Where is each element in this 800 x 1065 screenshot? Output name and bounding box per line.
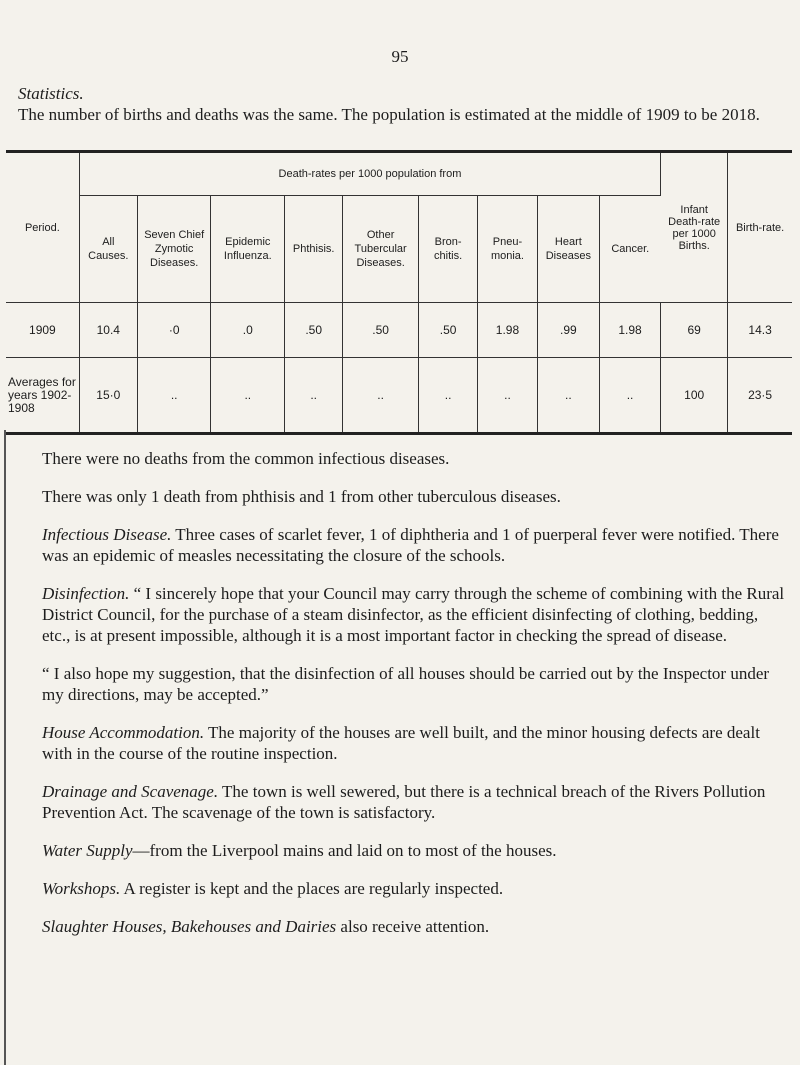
- intro-heading: Statistics.: [18, 84, 84, 103]
- value-cell: .50: [285, 303, 343, 358]
- value-cell: ·0: [137, 303, 211, 358]
- birth-rate-header: Birth-rate.: [728, 152, 792, 303]
- value-cell: .99: [537, 303, 599, 358]
- section-text: Three cases of scarlet fever, 1 of diphtheria and 1 of puerperal fever were notified. There was an epidemic of measles necessitating the closure of the schools.: [42, 525, 779, 565]
- paragraph: “ I also hope my suggestion, that the disinfection of all houses should be carried out by the Inspector under my directions, may be accepted.”: [42, 664, 770, 704]
- section-heading: House Accommodation.: [42, 723, 205, 742]
- section-text: —from the Liverpool mains and laid on to most of the houses.: [132, 841, 557, 860]
- margin-rule: [4, 430, 6, 1065]
- section-text: The town is well sewered, but there is a technical breach of the Rivers Pollution Prevention Act. The scavenage of the town is satisfactory.: [42, 782, 766, 822]
- paragraph: [22, 878, 788, 899]
- section-heading: Drainage and Scavenage.: [42, 782, 219, 801]
- section-text: “ I sincerely hope that your Council may carry through the scheme of combining with the Rural District Council, for the purchase of a steam disinfector, as the efficient disinfecting of clothing, bedding, etc., is at present impossible, although it is a most important factor in checking the spread of disease.: [42, 584, 785, 645]
- section-heading: Disinfection.: [42, 584, 130, 603]
- section-text: The majority of the houses are well built, and the minor housing defects are dealt with in the course of the routine inspection.: [42, 723, 760, 763]
- value-cell: ..: [419, 358, 478, 434]
- section-text: also receive attention.: [336, 917, 490, 936]
- period-cell: 1909: [6, 303, 79, 358]
- value-cell: .50: [343, 303, 419, 358]
- value-cell: ..: [599, 358, 660, 434]
- value-cell: .50: [419, 303, 478, 358]
- paragraph: [22, 583, 788, 646]
- body-text: [22, 448, 788, 954]
- value-cell: ..: [137, 358, 211, 434]
- paragraph: [22, 840, 788, 861]
- infant-death-rate-header: Infant Death-rate per 1000 Births.: [661, 152, 728, 303]
- death-rates-group-header: Death-rates per 1000 population from: [79, 152, 660, 196]
- paragraph: [22, 916, 788, 937]
- section-heading: Workshops.: [42, 879, 121, 898]
- infant-rate-cell: 69: [661, 303, 728, 358]
- infant-rate-cell: 100: [661, 358, 728, 434]
- statistics-table: [6, 150, 792, 435]
- column-header: Seven Chief Zymotic Diseases.: [137, 196, 211, 303]
- column-header: All Causes.: [79, 196, 137, 303]
- intro-text: The number of births and deaths was the same. The population is estimated at the middle of 1909 to be 2018.: [18, 105, 760, 124]
- intro-section: [18, 83, 788, 125]
- birth-rate-cell: 23·5: [748, 388, 773, 402]
- value-cell: ..: [478, 358, 538, 434]
- paragraph: [22, 722, 788, 764]
- section-heading: Slaughter Houses, Bakehouses and Dairies: [42, 917, 337, 936]
- section-text: A register is kept and the places are regularly inspected.: [120, 879, 504, 898]
- birth-rate-cell: 14.3: [728, 303, 792, 358]
- column-header: Other Tubercular Diseases.: [343, 196, 419, 303]
- value-cell: 10.4: [79, 303, 137, 358]
- value-cell: ..: [537, 358, 599, 434]
- value-cell: .0: [211, 303, 285, 358]
- period-cell: Averages for years 1902-1908: [6, 358, 79, 434]
- paragraph: [22, 524, 788, 566]
- column-header: Epidemic Influenza.: [211, 196, 285, 303]
- page-number: 95: [391, 47, 409, 66]
- column-header: Pneu-monia.: [478, 196, 538, 303]
- value-cell: 1.98: [478, 303, 538, 358]
- column-header: Cancer.: [599, 196, 660, 303]
- value-cell: ..: [285, 358, 343, 434]
- paragraph: There were no deaths from the common infectious diseases.: [42, 449, 450, 468]
- value-cell: ..: [343, 358, 419, 434]
- value-cell: 15·0: [79, 358, 137, 434]
- value-cell: ..: [211, 358, 285, 434]
- column-header: Phthisis.: [285, 196, 343, 303]
- table-row: [6, 358, 792, 434]
- table-row: [6, 303, 792, 358]
- value-cell: 1.98: [599, 303, 660, 358]
- column-header: Heart Diseases: [537, 196, 599, 303]
- column-header: Bron-chitis.: [419, 196, 478, 303]
- paragraph: [22, 781, 788, 823]
- period-header: Period.: [6, 152, 79, 303]
- paragraph: There was only 1 death from phthisis and 1 from other tuberculous diseases.: [42, 487, 561, 506]
- section-heading: Infectious Disease.: [42, 525, 172, 544]
- section-heading: Water Supply: [42, 841, 133, 860]
